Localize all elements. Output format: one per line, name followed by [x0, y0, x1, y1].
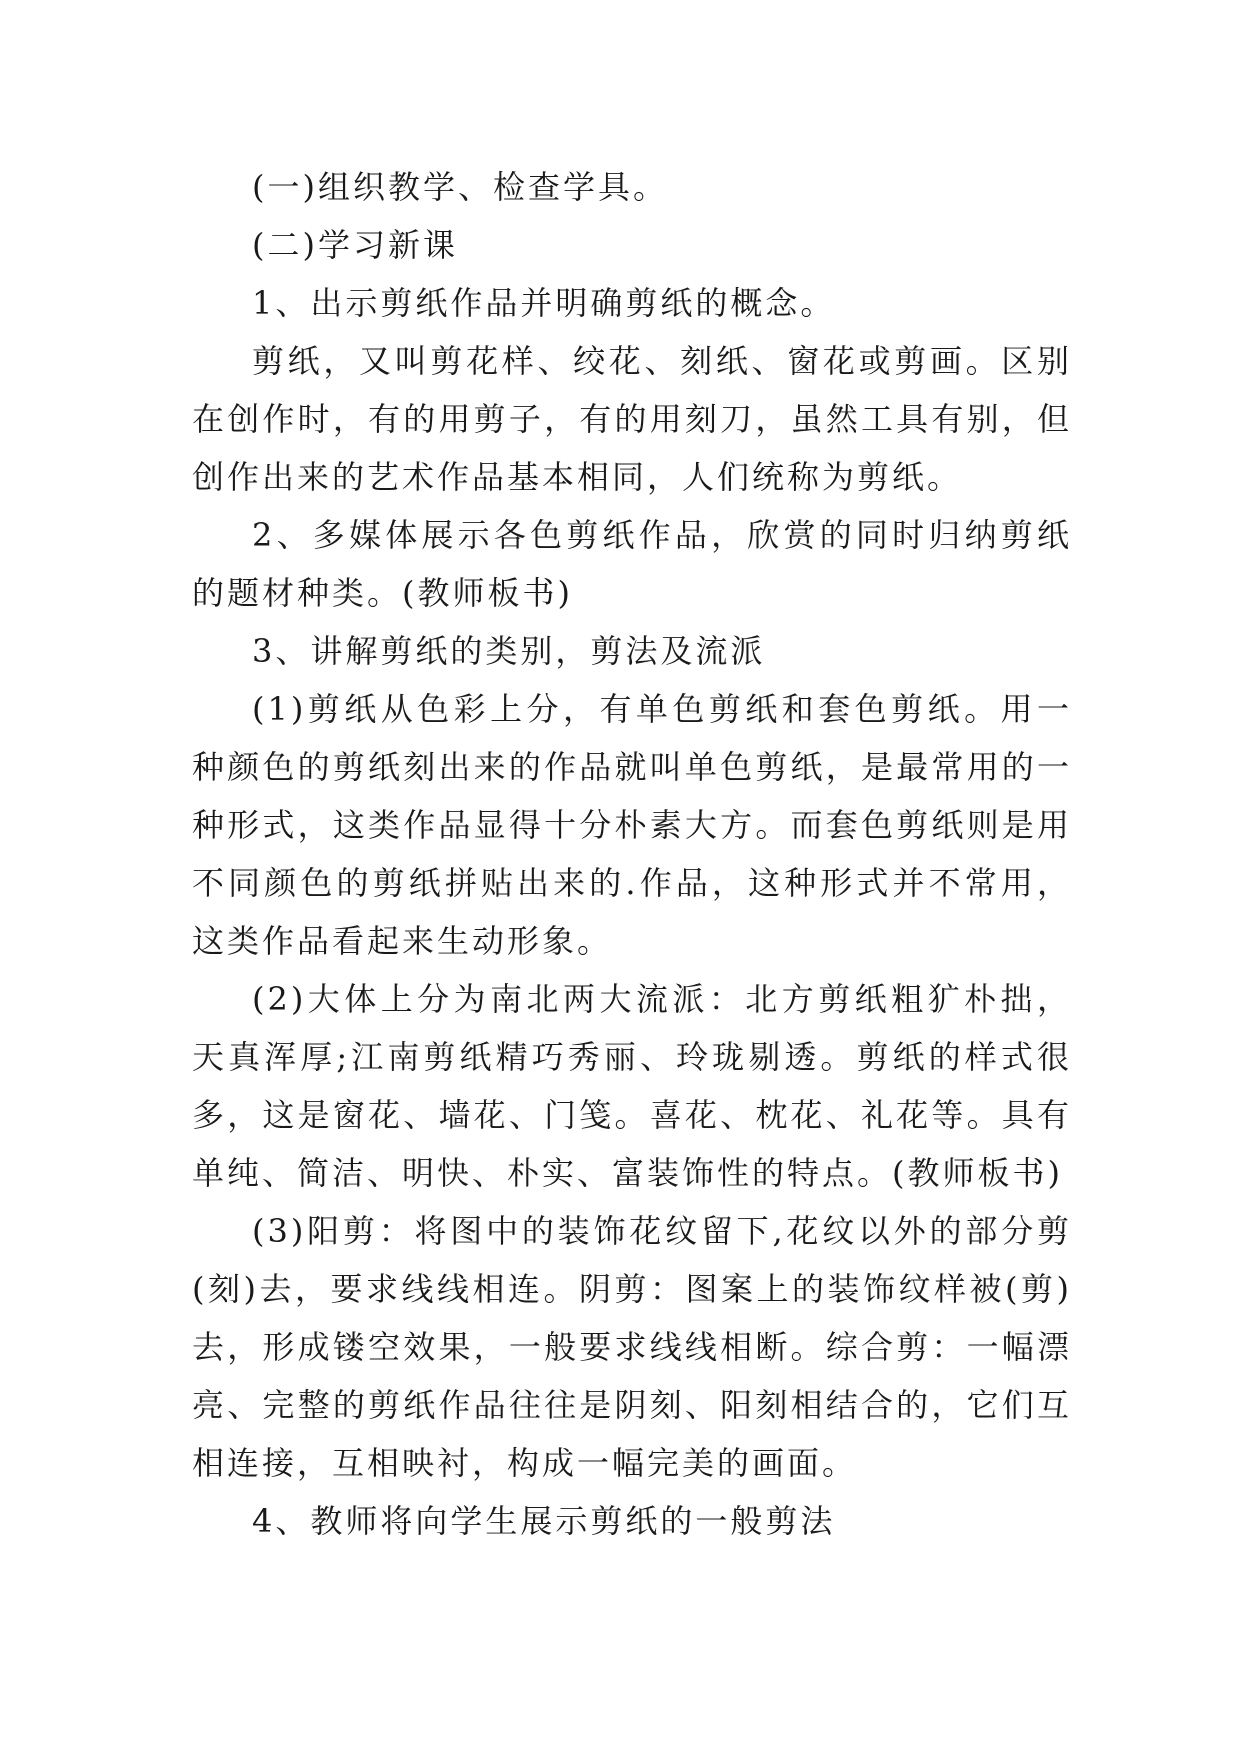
paragraph-definition: 剪纸，又叫剪花样、绞花、刻纸、窗花或剪画。区别在创作时，有的用剪子，有的用刻刀，虽然工具有别，但创作出来的艺术作品基本相同，人们统称为剪纸。 [192, 342, 1072, 496]
paragraph-item-2: 2、多媒体展示各色剪纸作品，欣赏的同时归纳剪纸的题材种类。(教师板书) [192, 516, 1072, 612]
paragraph-sub-2: (2)大体上分为南北两大流派：北方剪纸粗犷朴拙，天真浑厚;江南剪纸精巧秀丽、玲珑剔透。剪纸的样式很多，这是窗花、墙花、门笺。喜花、枕花、礼花等。具有单纯、简洁、明快、朴实、富装饰性的特点。(教师板书) [192, 980, 1072, 1192]
paragraph-section-2-heading: (二)学习新课 [252, 226, 458, 264]
paragraph-sub-1: (1)剪纸从色彩上分，有单色剪纸和套色剪纸。用一种颜色的剪纸刻出来的作品就叫单色剪纸，是最常用的一种形式，这类作品显得十分朴素大方。而套色剪纸则是用不同颜色的剪纸拼贴出来的.作品，这种形式并不常用，这类作品看起来生动形象。 [192, 690, 1072, 960]
paragraph-item-4: 4、教师将向学生展示剪纸的一般剪法 [252, 1502, 836, 1540]
paragraph-sub-3: (3)阳剪：将图中的装饰花纹留下,花纹以外的部分剪(刻)去，要求线线相连。阴剪：图案上的装饰纹样被(剪)去，形成镂空效果，一般要求线线相断。综合剪：一幅漂亮、完整的剪纸作品往往是阴刻、阳刻相结合的，它们互相连接，互相映衬，构成一幅完美的画面。 [192, 1212, 1072, 1482]
document-body [192, 158, 1072, 1550]
paragraph-section-1-heading: (一)组织教学、检查学具。 [252, 168, 668, 206]
paragraph-item-3: 3、讲解剪纸的类别，剪法及流派 [252, 632, 766, 670]
paragraph-item-1: 1、出示剪纸作品并明确剪纸的概念。 [252, 284, 836, 322]
